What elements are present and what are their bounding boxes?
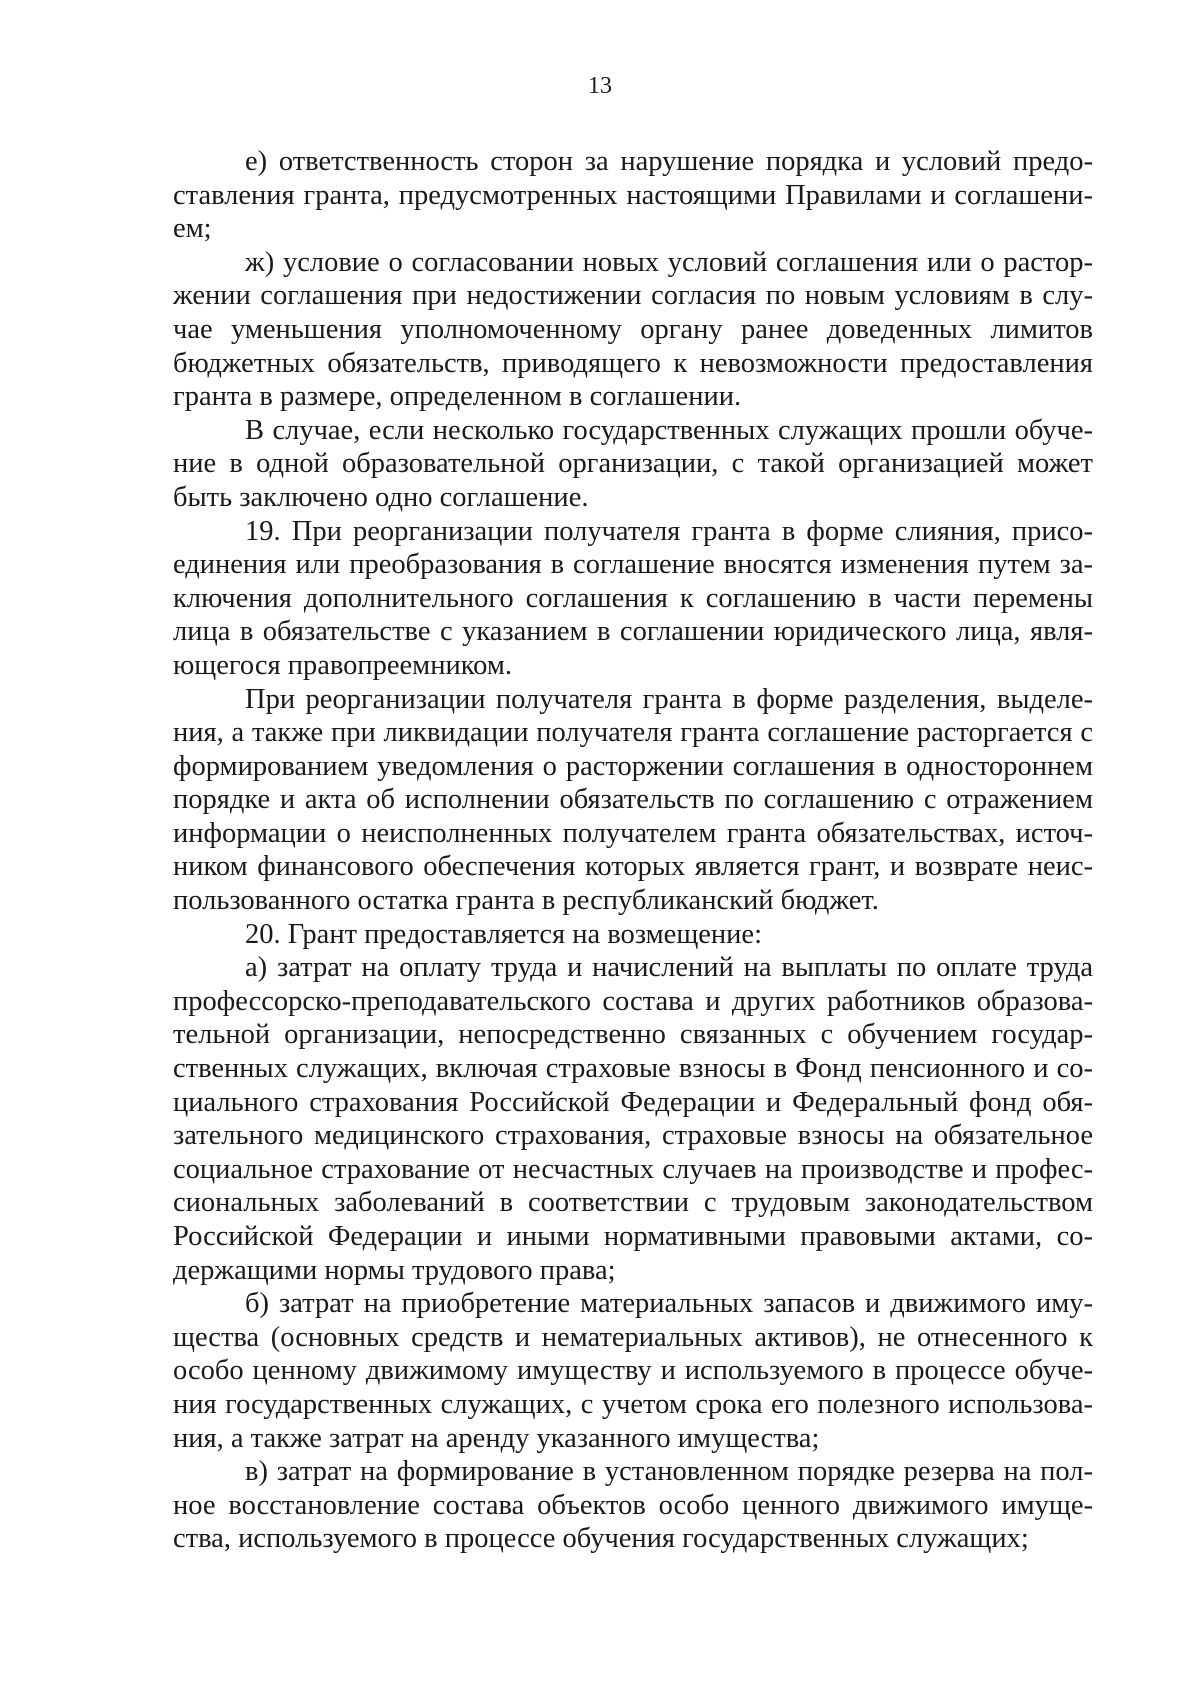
text-line: единения или преобразования в соглашение вносятся изменения путем за- (173, 549, 1093, 581)
text-line: циального страхования Российской Федерации и Федеральный фонд обя- (173, 1086, 1093, 1118)
text-line: гранта в размере, определенном в соглашении. (173, 381, 742, 413)
text-line: а) затрат на оплату труда и начислений на выплаты по оплате труда (245, 952, 1093, 984)
text-line: ющегося правопреемником. (173, 649, 512, 681)
text-line: При реорганизации получателя гранта в форме разделения, выделе- (245, 683, 1093, 715)
text-line: ние в одной образовательной организации, с такой организацией может (173, 448, 1093, 480)
text-line: пользованного остатка гранта в республиканский бюджет. (173, 885, 879, 917)
paragraph-p7 (173, 951, 1093, 1287)
text-line: быть заключено одно соглашение. (173, 481, 589, 513)
page-number: 13 (588, 73, 612, 99)
text-line: лица в обязательстве с указанием в соглашении юридического лица, явля- (173, 616, 1093, 648)
paragraph-p8 (173, 1287, 1093, 1455)
text-line: ния, а также при ликвидации получателя гранта соглашение расторгается с (173, 717, 1093, 749)
text-line: ключения дополнительного соглашения к соглашению в части перемены (173, 582, 1093, 614)
text-line: ственных служащих, включая страховые взносы в Фонд пенсионного и со- (173, 1053, 1093, 1085)
text-line: зательного медицинского страхования, страховые взносы на обязательное (173, 1120, 1093, 1152)
text-line: социальное страхование от несчастных случаев на производстве и профес- (173, 1153, 1093, 1185)
text-line: бюджетных обязательств, приводящего к невозможности предоставления (173, 347, 1093, 379)
text-line: е) ответственность сторон за нарушение порядка и условий предо- (245, 146, 1093, 177)
paragraph-p2 (173, 246, 1093, 414)
text-line: профессорско-преподавательского состава и других работников образова- (173, 985, 1093, 1017)
text-line: сиональных заболеваний в соответствии с трудовым законодательством (173, 1187, 1093, 1219)
paragraph-p5 (173, 683, 1093, 918)
paragraph-p4 (173, 515, 1093, 683)
text-line: В случае, если несколько государственных служащих прошли обуче- (245, 414, 1093, 446)
text-line: в) затрат на формирование в установленном порядке резерва на пол- (245, 1456, 1093, 1488)
text-line: ж) условие о согласовании новых условий соглашения или о растор- (245, 246, 1093, 278)
text-line: 19. При реорганизации получателя гранта в форме слияния, присо- (245, 515, 1093, 547)
text-line: держащими нормы трудового права; (173, 1254, 616, 1286)
paragraph-p9 (173, 1455, 1093, 1556)
text-line: особо ценному движимому имуществу и используемого в процессе обуче- (173, 1355, 1093, 1387)
paragraph-p3 (173, 414, 1093, 515)
text-line: ное восстановление состава объектов особо ценного движимого имуще- (173, 1489, 1093, 1521)
document-body (173, 145, 1093, 1556)
text-line: Российской Федерации и иными нормативными правовыми актами, со- (173, 1221, 1093, 1252)
text-line: жении соглашения при недостижении согласия по новым условиям в слу- (173, 280, 1093, 312)
text-line: ства, используемого в процессе обучения государственных служащих; (173, 1523, 1029, 1555)
text-line: порядке и акта об исполнении обязательств по соглашению с отражением (173, 784, 1093, 816)
text-line: ставления гранта, предусмотренных настоящими Правилами и соглашени- (173, 179, 1093, 211)
text-line: ем; (173, 213, 212, 245)
text-line: информации о неисполненных получателем гранта обязательствах, источ- (173, 817, 1093, 849)
text-line: 20. Грант предоставляется на возмещение: (245, 918, 762, 950)
text-line: ния государственных служащих, с учетом срока его полезного использова- (173, 1388, 1093, 1420)
text-line: ния, а также затрат на аренду указанного имущества; (173, 1422, 820, 1454)
paragraph-p1 (173, 145, 1093, 246)
text-line: щества (основных средств и нематериальных активов), не отнесенного к (173, 1321, 1093, 1353)
text-line: б) затрат на приобретение материальных запасов и движимого иму- (245, 1288, 1093, 1320)
text-line: чае уменьшения уполномоченному органу ранее доведенных лимитов (173, 313, 1093, 345)
text-line: ником финансового обеспечения которых является грант, и возврате неис- (173, 851, 1093, 883)
text-line: тельной организации, непосредственно связанных с обучением государ- (173, 1019, 1093, 1051)
text-line: формированием уведомления о расторжении соглашения в одностороннем (173, 750, 1093, 782)
paragraph-p6 (173, 918, 1093, 952)
